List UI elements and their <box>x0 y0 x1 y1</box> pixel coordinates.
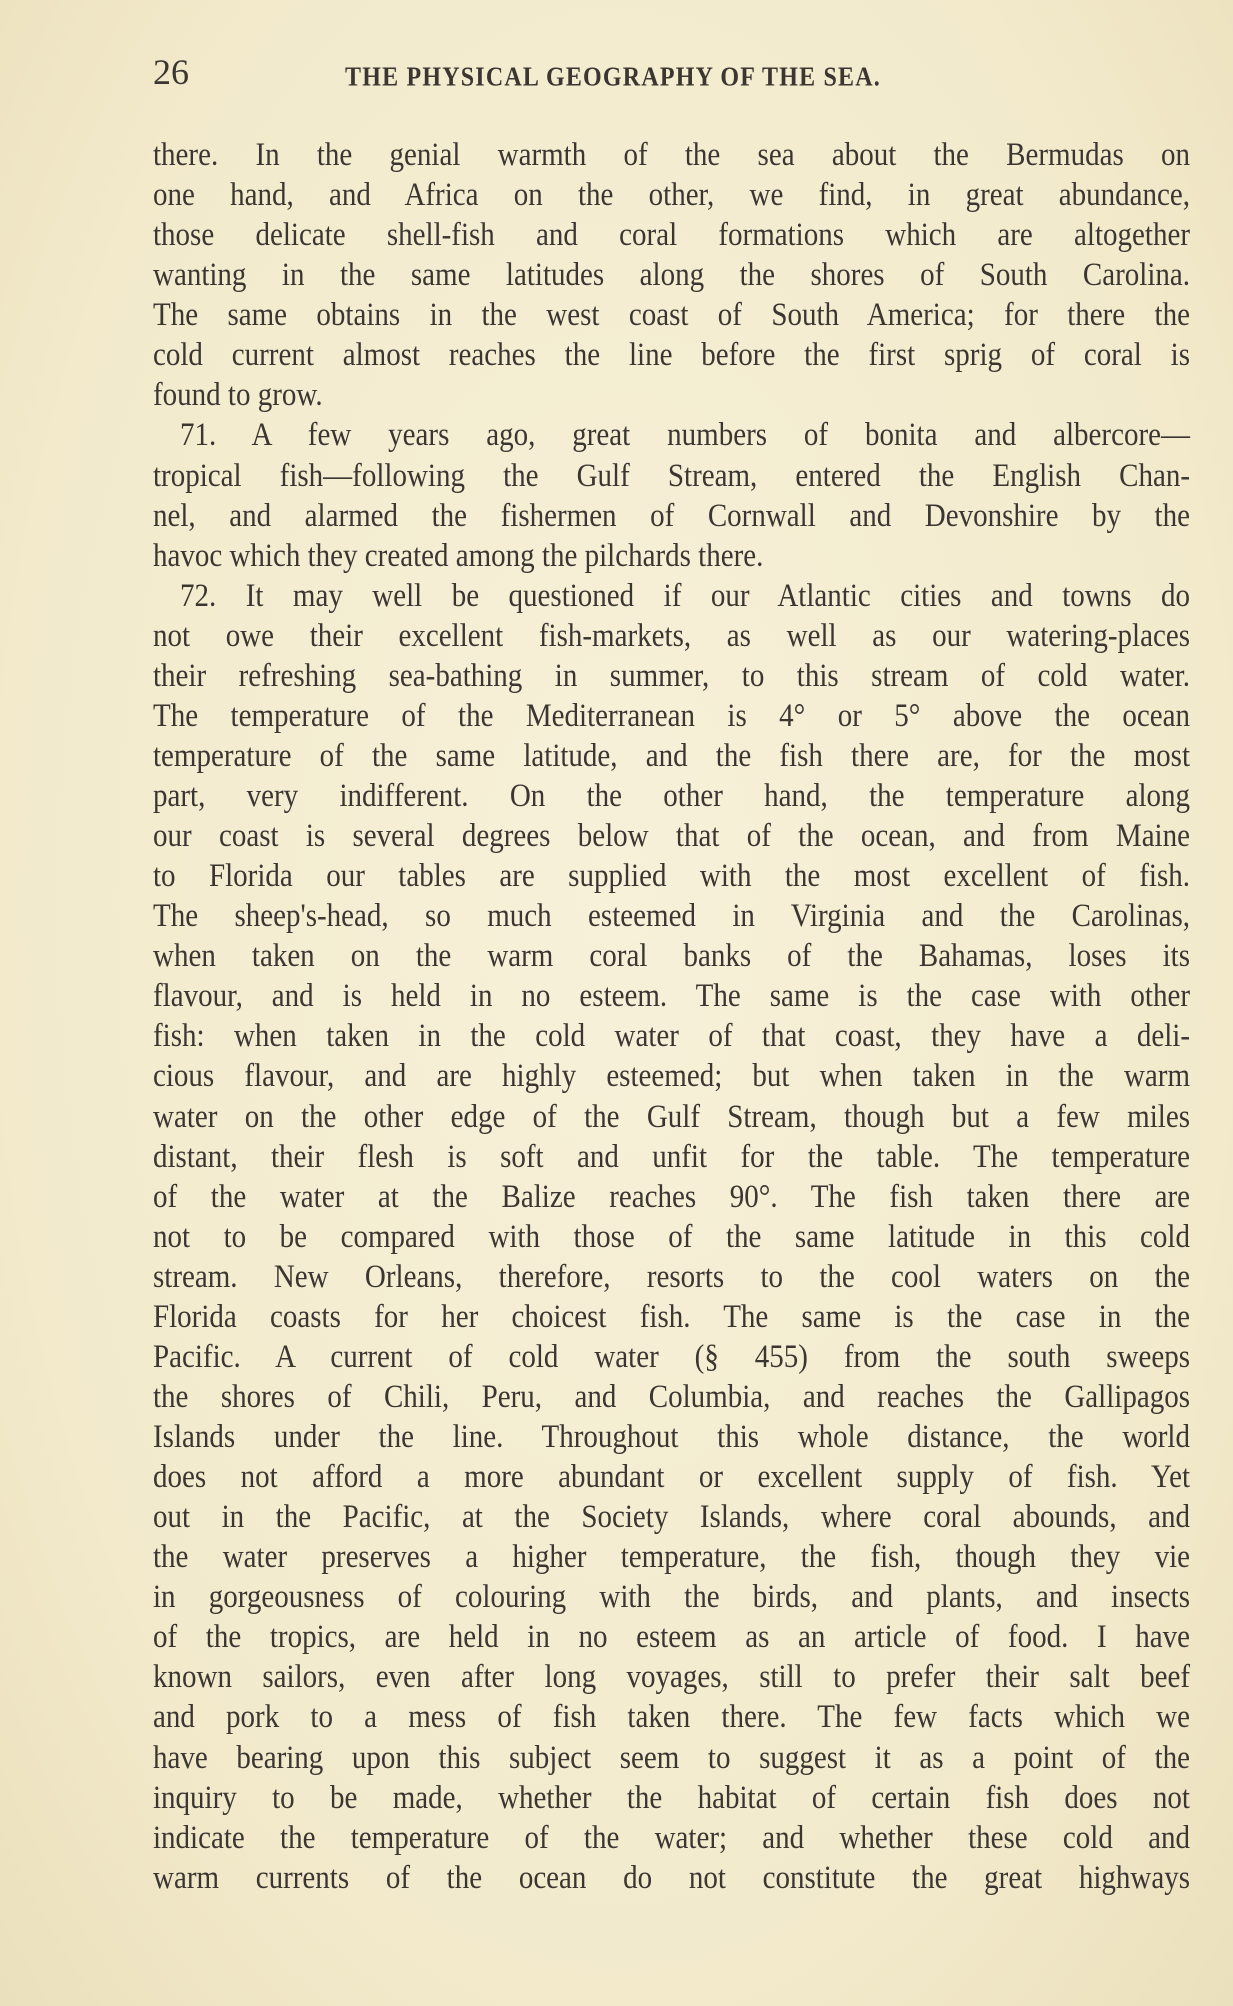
text-line: known sailors, even after long voyages, still to prefer their salt beef <box>153 1659 1190 1696</box>
text-line: Pacific. A current of cold water (§ 455) from the south sweeps <box>153 1338 1190 1375</box>
text-line: when taken on the warm coral banks of the Bahamas, loses its <box>153 938 1190 975</box>
text-line: tropical fish—following the Gulf Stream, entered the English Chan- <box>153 457 1190 494</box>
paragraph-start-line: 71. A few years ago, great numbers of bonita and albercore— <box>180 417 1190 454</box>
text-line: and pork to a mess of fish taken there. The few facts which we <box>153 1699 1190 1736</box>
text-line: those delicate shell-fish and coral formations which are altogether <box>153 217 1190 254</box>
text-line: stream. New Orleans, therefore, resorts to the cool waters on the <box>153 1258 1190 1295</box>
text-line: nel, and alarmed the fishermen of Cornwall and Devonshire by the <box>153 497 1190 534</box>
page-number: 26 <box>153 52 189 92</box>
text-line: The same obtains in the west coast of South America; for there the <box>153 297 1190 334</box>
text-line: does not afford a more abundant or excellent supply of fish. Yet <box>153 1459 1190 1495</box>
text-line: their refreshing sea-bathing in summer, to this stream of cold water. <box>153 657 1190 694</box>
text-line: out in the Pacific, at the Society Islands, where coral abounds, and <box>153 1499 1190 1536</box>
text-line: the water preserves a higher temperature, the fish, though they vie <box>153 1539 1190 1576</box>
text-line: found to grow. <box>153 377 323 414</box>
text-line: of the water at the Balize reaches 90°. The fish taken there are <box>153 1178 1190 1215</box>
text-line: one hand, and Africa on the other, we find, in great abundance, <box>153 177 1190 213</box>
text-line: Florida coasts for her choicest fish. The same is the case in the <box>153 1298 1190 1335</box>
text-line: Islands under the line. Throughout this whole distance, the world <box>153 1419 1190 1455</box>
body-text <box>153 135 1190 1898</box>
text-line: cious flavour, and are highly esteemed; but when taken in the warm <box>153 1058 1190 1095</box>
text-line: have bearing upon this subject seem to suggest it as a point of the <box>153 1739 1190 1776</box>
text-line: indicate the temperature of the water; and whether these cold and <box>153 1819 1190 1856</box>
text-line: water on the other edge of the Gulf Stream, though but a few miles <box>153 1098 1190 1135</box>
text-line: there. In the genial warmth of the sea about the Bermudas on <box>153 137 1190 173</box>
text-line: inquiry to be made, whether the habitat of certain fish does not <box>153 1779 1190 1816</box>
text-line: of the tropics, are held in no esteem as an article of food. I have <box>153 1619 1190 1656</box>
running-title: THE PHYSICAL GEOGRAPHY OF THE SEA. <box>345 62 881 93</box>
text-line: not to be compared with those of the same latitude in this cold <box>153 1218 1190 1255</box>
text-line: not owe their excellent fish-markets, as well as our watering-places <box>153 617 1190 654</box>
paragraph-start-line: 72. It may well be questioned if our Atlantic cities and towns do <box>180 577 1190 614</box>
text-line: the shores of Chili, Peru, and Columbia, and reaches the Gallipagos <box>153 1379 1190 1415</box>
text-line: in gorgeousness of colouring with the birds, and plants, and insects <box>153 1579 1190 1616</box>
text-line: warm currents of the ocean do not constitute the great highways <box>153 1859 1190 1896</box>
text-line: fish: when taken in the cold water of that coast, they have a deli- <box>153 1018 1190 1055</box>
text-line: to Florida our tables are supplied with the most excellent of fish. <box>153 858 1190 895</box>
text-line: cold current almost reaches the line before the first sprig of coral is <box>153 337 1190 374</box>
text-line: part, very indifferent. On the other hand, the temperature along <box>153 778 1190 814</box>
text-line: The sheep's-head, so much esteemed in Virginia and the Carolinas, <box>153 898 1190 935</box>
text-line: flavour, and is held in no esteem. The same is the case with other <box>153 978 1190 1015</box>
text-line: The temperature of the Mediterranean is 4° or 5° above the ocean <box>153 697 1190 734</box>
text-line: wanting in the same latitudes along the shores of South Carolina. <box>153 257 1190 294</box>
text-line: distant, their flesh is soft and unfit for the table. The temperature <box>153 1138 1190 1175</box>
text-line: havoc which they created among the pilchards there. <box>153 537 764 574</box>
text-line: temperature of the same latitude, and the fish there are, for the most <box>153 738 1190 774</box>
text-line: our coast is several degrees below that of the ocean, and from Maine <box>153 818 1190 854</box>
